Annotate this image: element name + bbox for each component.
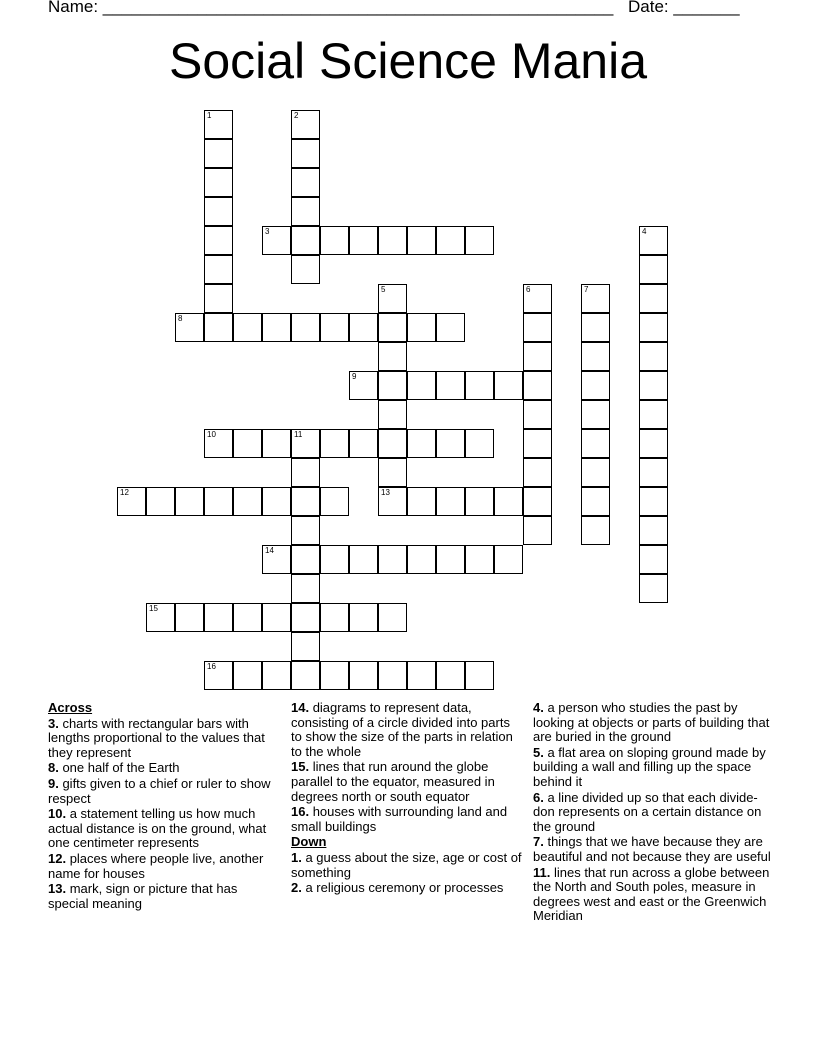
clue-item-text: places where people live, another name for houses: [48, 850, 264, 881]
grid-cell[interactable]: [436, 545, 465, 574]
grid-cell[interactable]: [494, 545, 523, 574]
grid-cell[interactable]: [378, 458, 407, 487]
down-heading: Down: [291, 834, 327, 850]
grid-cell[interactable]: [320, 313, 349, 342]
page-title: Social Science Mania: [168, 33, 648, 89]
grid-cell[interactable]: [262, 429, 291, 458]
grid-cell[interactable]: [320, 487, 349, 516]
clue-item-text: a person who studies the past by looking at objects or parts of building that are buried in the ground: [533, 700, 770, 745]
grid-cell[interactable]: [291, 603, 320, 632]
grid-cell[interactable]: [349, 371, 378, 400]
grid-cell[interactable]: [291, 313, 320, 342]
grid-cell[interactable]: [523, 313, 552, 342]
clue-item: [48, 717, 273, 761]
grid-cell[interactable]: [378, 545, 407, 574]
clue-item-number: 5.: [533, 744, 544, 760]
grid-cell[interactable]: [465, 487, 494, 516]
grid-cell[interactable]: [291, 226, 320, 255]
grid-cell[interactable]: [291, 168, 320, 197]
clue-item-number: 12.: [48, 850, 67, 866]
grid-cell[interactable]: [639, 284, 668, 313]
clue-item-number: 3.: [48, 715, 59, 731]
grid-cell[interactable]: [291, 632, 320, 661]
grid-cell[interactable]: [175, 487, 204, 516]
clue-item: [533, 866, 771, 924]
grid-cell[interactable]: [581, 371, 610, 400]
clue-number: 5: [381, 285, 386, 294]
grid-cell[interactable]: [204, 429, 233, 458]
grid-cell[interactable]: [291, 487, 320, 516]
clue-item-text: gifts given to a chief or ruler to show respect: [48, 775, 271, 806]
grid-cell[interactable]: [349, 429, 378, 458]
clue-item-text: one half of the Earth: [58, 760, 180, 776]
grid-cell[interactable]: [523, 371, 552, 400]
grid-cell[interactable]: [581, 400, 610, 429]
grid-cell[interactable]: [349, 661, 378, 690]
grid-cell[interactable]: [436, 661, 465, 690]
grid-cell[interactable]: [378, 429, 407, 458]
clue-item-number: 9.: [48, 775, 59, 791]
clue-number: 1: [207, 111, 212, 120]
clue-number: 10: [207, 430, 216, 439]
grid-cell[interactable]: [291, 661, 320, 690]
grid-cell[interactable]: [117, 487, 146, 516]
grid-cell[interactable]: [291, 545, 320, 574]
grid-cell[interactable]: [349, 545, 378, 574]
clue-number: 14: [265, 546, 274, 555]
grid-cell[interactable]: [465, 226, 494, 255]
clue-item-number: 6.: [533, 789, 544, 805]
clue-item: [48, 882, 273, 911]
grid-cell[interactable]: [349, 226, 378, 255]
clue-item-number: 11.: [533, 864, 551, 880]
clue-item-number: 10.: [48, 806, 67, 822]
grid-cell[interactable]: [378, 284, 407, 313]
grid-cell[interactable]: [378, 342, 407, 371]
grid-cell[interactable]: [639, 487, 668, 516]
grid-cell[interactable]: [349, 313, 378, 342]
grid-cell[interactable]: [581, 342, 610, 371]
grid-cell[interactable]: [204, 255, 233, 284]
grid-cell[interactable]: [233, 487, 262, 516]
grid-cell[interactable]: [465, 661, 494, 690]
grid-cell[interactable]: [407, 487, 436, 516]
grid-cell[interactable]: [320, 603, 349, 632]
clue-item-number: 7.: [533, 834, 544, 850]
clue-item-text: diagrams to represent data, consisting of a circle divided into parts to show the size of the parts in relation to the whole: [291, 700, 513, 759]
clue-item-number: 15.: [291, 759, 310, 775]
clue-item-text: a line divided up so that each divide-don represents on a certain distance on the ground: [533, 789, 762, 834]
grid-cell[interactable]: [378, 371, 407, 400]
grid-cell[interactable]: [436, 371, 465, 400]
grid-cell[interactable]: [262, 661, 291, 690]
grid-cell[interactable]: [291, 516, 320, 545]
grid-cell[interactable]: [407, 226, 436, 255]
grid-cell[interactable]: [407, 545, 436, 574]
grid-cell[interactable]: [233, 313, 262, 342]
grid-cell[interactable]: [262, 226, 291, 255]
grid-cell[interactable]: [581, 284, 610, 313]
grid-cell[interactable]: [494, 487, 523, 516]
grid-cell[interactable]: [436, 429, 465, 458]
grid-cell[interactable]: [378, 487, 407, 516]
clue-number: 13: [381, 488, 390, 497]
clue-item: [533, 835, 771, 864]
clue-item-text: a statement telling us how much actual distance is on the ground, what one centimeter represents: [48, 806, 267, 851]
grid-cell[interactable]: [291, 255, 320, 284]
grid-cell[interactable]: [581, 313, 610, 342]
across-heading: Across: [48, 700, 93, 715]
grid-cell[interactable]: [639, 400, 668, 429]
clue-item: [533, 791, 771, 835]
grid-cell[interactable]: [581, 429, 610, 458]
grid-cell[interactable]: [378, 603, 407, 632]
grid-cell[interactable]: [291, 458, 320, 487]
grid-cell[interactable]: [204, 197, 233, 226]
grid-cell[interactable]: [639, 371, 668, 400]
grid-cell[interactable]: [378, 661, 407, 690]
clue-item-text: charts with rectangular bars with lengths proportional to the values that they represent: [48, 715, 265, 760]
grid-cell[interactable]: [233, 603, 262, 632]
clue-item-number: 4.: [533, 700, 544, 715]
grid-cell[interactable]: [581, 487, 610, 516]
grid-cell[interactable]: [320, 226, 349, 255]
grid-cell[interactable]: [523, 284, 552, 313]
grid-cell[interactable]: [320, 429, 349, 458]
grid-cell[interactable]: [320, 545, 349, 574]
clue-number: 16: [207, 662, 216, 671]
grid-cell[interactable]: [378, 313, 407, 342]
clue-item-text: mark, sign or picture that has special meaning: [48, 881, 238, 911]
clue-number: 6: [526, 285, 531, 294]
grid-cell[interactable]: [204, 603, 233, 632]
grid-cell[interactable]: [581, 458, 610, 487]
clue-column: [291, 701, 523, 897]
grid-cell[interactable]: [233, 429, 262, 458]
clue-item-number: 16.: [291, 804, 310, 820]
grid-cell[interactable]: [581, 516, 610, 545]
grid-cell[interactable]: [436, 313, 465, 342]
clue-number: 11: [294, 430, 303, 439]
grid-cell[interactable]: [204, 284, 233, 313]
grid-cell[interactable]: [639, 429, 668, 458]
clue-item-text: a guess about the size, age or cost of something: [291, 849, 522, 880]
clue-item: [533, 746, 771, 790]
clue-item: [48, 777, 273, 806]
grid-cell[interactable]: [465, 371, 494, 400]
name-field[interactable]: Name: ______________________________________________________: [48, 0, 614, 16]
grid-cell[interactable]: [407, 371, 436, 400]
grid-cell[interactable]: [204, 139, 233, 168]
clue-item-number: 14.: [291, 700, 310, 715]
grid-cell[interactable]: [465, 429, 494, 458]
grid-cell[interactable]: [639, 255, 668, 284]
grid-cell[interactable]: [291, 110, 320, 139]
grid-cell[interactable]: [523, 429, 552, 458]
grid-cell[interactable]: [291, 197, 320, 226]
grid-cell[interactable]: [175, 313, 204, 342]
clue-item-text: a religious ceremony or processes: [301, 880, 504, 896]
clue-item-number: 13.: [48, 881, 67, 897]
clue-number: 4: [642, 227, 647, 236]
clue-number: 15: [149, 604, 158, 613]
grid-cell[interactable]: [639, 516, 668, 545]
grid-cell[interactable]: [639, 545, 668, 574]
grid-cell[interactable]: [233, 661, 262, 690]
grid-cell[interactable]: [639, 313, 668, 342]
grid-cell[interactable]: [146, 603, 175, 632]
clue-number: 2: [294, 111, 299, 120]
grid-cell[interactable]: [291, 429, 320, 458]
grid-cell[interactable]: [523, 400, 552, 429]
clue-item-text: a flat area on sloping ground made by building a wall and filling up the space behind it: [533, 744, 766, 789]
grid-cell[interactable]: [320, 661, 349, 690]
grid-cell[interactable]: [494, 371, 523, 400]
grid-cell[interactable]: [639, 342, 668, 371]
grid-cell[interactable]: [523, 342, 552, 371]
clue-number: 8: [178, 314, 183, 323]
clue-column: [48, 701, 273, 912]
grid-cell[interactable]: [204, 313, 233, 342]
grid-cell[interactable]: [349, 603, 378, 632]
clue-item: [291, 851, 523, 880]
grid-cell[interactable]: [639, 458, 668, 487]
clue-number: 9: [352, 372, 357, 381]
grid-cell[interactable]: [523, 487, 552, 516]
grid-cell[interactable]: [523, 516, 552, 545]
clue-column: [533, 701, 771, 925]
clue-item-text: houses with surrounding land and small buildings: [291, 804, 508, 834]
clue-item: [291, 701, 523, 759]
clue-item: [48, 807, 273, 851]
grid-cell[interactable]: [436, 226, 465, 255]
clue-item: [291, 805, 523, 834]
grid-cell[interactable]: [291, 574, 320, 603]
grid-cell[interactable]: [204, 487, 233, 516]
date-field[interactable]: Date: _______: [628, 0, 740, 16]
grid-cell[interactable]: [175, 603, 204, 632]
grid-cell[interactable]: [639, 226, 668, 255]
clue-item-text: lines that run across a globe between the North and South poles, measure in degrees west and east or the Greenwich Meridian: [533, 864, 770, 924]
clue-item-text: lines that run around the globe parallel to the equator, measured in degrees north or south equator: [291, 759, 495, 804]
clue-number: 12: [120, 488, 129, 497]
clue-item: [48, 852, 273, 881]
clue-item: [291, 760, 523, 804]
grid-cell[interactable]: [465, 545, 494, 574]
grid-cell[interactable]: [146, 487, 175, 516]
grid-cell[interactable]: [407, 429, 436, 458]
clue-number: 7: [584, 285, 589, 294]
clue-item: [48, 761, 273, 776]
grid-cell[interactable]: [204, 661, 233, 690]
grid-cell[interactable]: [407, 661, 436, 690]
grid-cell[interactable]: [407, 313, 436, 342]
grid-cell[interactable]: [262, 313, 291, 342]
clue-item-number: 8.: [48, 760, 59, 776]
grid-cell[interactable]: [262, 603, 291, 632]
grid-cell[interactable]: [262, 487, 291, 516]
grid-cell[interactable]: [291, 139, 320, 168]
grid-cell[interactable]: [204, 110, 233, 139]
grid-cell[interactable]: [204, 226, 233, 255]
clue-item-number: 1.: [291, 849, 302, 865]
clue-number: 3: [265, 227, 270, 236]
grid-cell[interactable]: [378, 400, 407, 429]
grid-cell[interactable]: [523, 458, 552, 487]
grid-cell[interactable]: [204, 168, 233, 197]
grid-cell[interactable]: [639, 574, 668, 603]
clue-item: [533, 701, 771, 745]
grid-cell[interactable]: [436, 487, 465, 516]
grid-cell[interactable]: [262, 545, 291, 574]
clue-item: [291, 881, 523, 896]
grid-cell[interactable]: [378, 226, 407, 255]
clue-item-text: things that we have because they are beautiful and not because they are useful: [533, 834, 771, 864]
clue-item-number: 2.: [291, 880, 302, 896]
